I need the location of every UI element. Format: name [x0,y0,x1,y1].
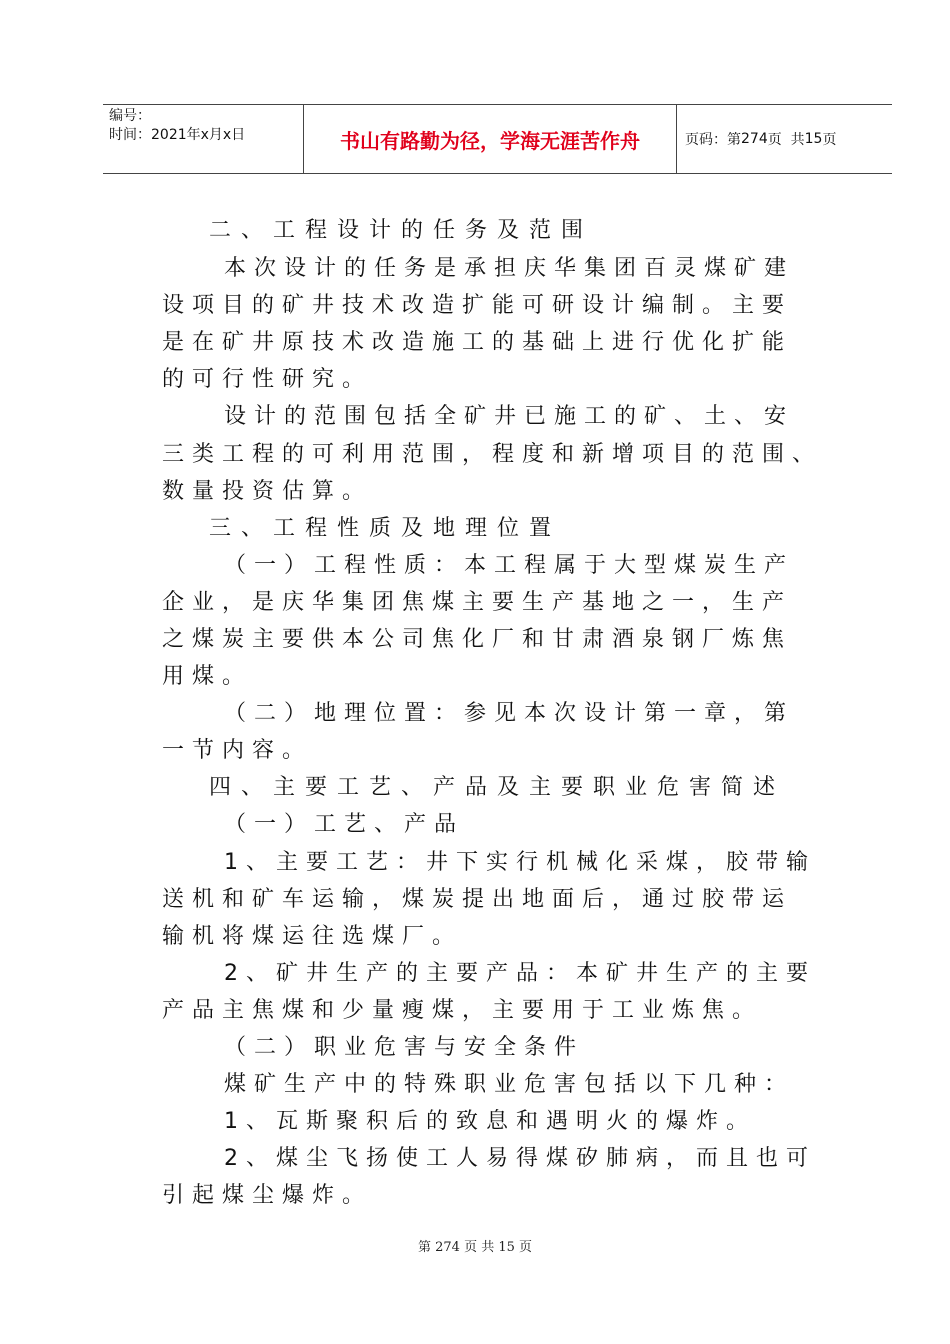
footer-mid: 页 共 [464,1240,495,1255]
subsection-heading: （二）职业危害与安全条件 [224,1035,585,1060]
page-suffix: 页 [822,132,837,148]
paragraph-line: 1、主要工艺：井下实行机械化采煤，胶带输 [224,850,816,875]
paragraph-line: 之煤炭主要供本公司焦化厂和甘肃酒泉钢厂炼焦 [162,627,793,652]
page-total: 15 [804,131,823,147]
paragraph-line: 1、瓦斯聚积后的致息和遇明火的爆炸。 [224,1109,756,1134]
paragraph-line: 设项目的矿井技术改造扩能可研设计编制。主要 [162,293,793,318]
page-number: 274 [741,131,768,147]
paragraph-line: 用煤。 [162,664,253,689]
paragraph-line: 企业，是庆华集团焦煤主要生产基地之一，生产 [162,590,793,615]
paragraph-line: 送机和矿车运输，煤炭提出地面后，通过胶带运 [162,887,793,912]
footer-page-number: 274 [435,1240,460,1255]
paragraph-line: 产品主焦煤和少量瘦煤，主要用于工业炼焦。 [162,998,763,1023]
paragraph-line: 煤矿生产中的特殊职业危害包括以下几种： [224,1072,795,1097]
paragraph-line: 2、矿井生产的主要产品：本矿井生产的主要 [224,961,816,986]
code-label: 编号： [109,108,151,124]
paragraph-line: 输机将煤运往选煤厂。 [162,924,463,949]
page-mid: 页 共 [767,132,805,148]
header-page-info [685,105,836,173]
paragraph-line: （一）工程性质：本工程属于大型煤炭生产 [224,553,795,578]
paragraph-line: 三类工程的可利用范围，程度和新增项目的范围、 [162,442,823,467]
footer-total: 15 [498,1240,515,1255]
paragraph-line: 数量投资估算。 [162,479,373,504]
paragraph-line: 2、煤尘飞扬使工人易得煤矽肺病，而且也可 [224,1146,816,1171]
section-heading: 三、工程性质及地理位置 [209,516,562,541]
paragraph-line: 一节内容。 [162,738,313,763]
footer-prefix: 第 [417,1240,431,1255]
header-divider [676,105,677,173]
date-text: 时间：2021年x月x日 [109,127,246,143]
header-motto: 书山有路勤为径，学海无涯苦作舟 [340,128,640,153]
paragraph-line: （二）地理位置：参见本次设计第一章，第 [224,701,795,726]
paragraph-line: 是在矿井原技术改造施工的基础上进行优化扩能 [162,330,793,355]
footer-suffix: 页 [519,1240,533,1255]
section-heading: 二、工程设计的任务及范围 [209,218,594,243]
header-meta [109,107,245,145]
section-heading: 四、主要工艺、产品及主要职业危害简述 [209,775,786,800]
paragraph-line: 引起煤尘爆炸。 [162,1183,373,1208]
paragraph-line: 本次设计的任务是承担庆华集团百灵煤矿建 [224,256,795,281]
paragraph-line: 的可行性研究。 [162,367,373,392]
page-header [103,104,892,174]
paragraph-line: 设计的范围包括全矿井已施工的矿、土、安 [224,404,795,429]
subsection-heading: （一）工艺、产品 [224,812,465,837]
page-footer [0,1236,950,1255]
page-prefix: 页码：第 [685,132,741,148]
